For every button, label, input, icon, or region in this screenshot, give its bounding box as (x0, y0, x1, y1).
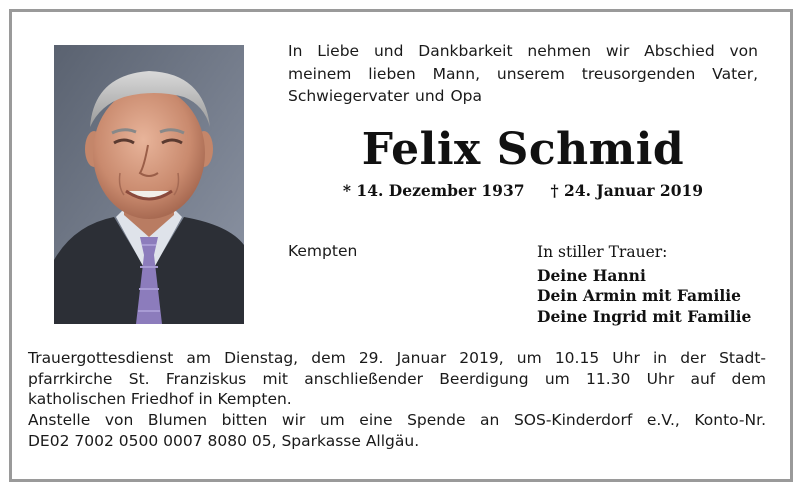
portrait-photo (54, 45, 244, 324)
life-dates (288, 181, 758, 200)
service-line: Trauergottesdienst am Dienstag, dem 29. Januar 2019, um 10.15 Uhr in der Stadt- (28, 349, 766, 367)
service-notice (28, 348, 766, 410)
mourner-item: Deine Hanni (537, 265, 646, 285)
mourner-item: Deine Ingrid mit Familie (537, 306, 752, 326)
donation-notice (28, 410, 766, 451)
death-date: † 24. Januar 2019 (550, 181, 704, 200)
place-name: Kempten (288, 242, 358, 260)
mourner-item: Dein Armin mit Familie (537, 286, 741, 305)
obituary-frame (9, 9, 793, 482)
mourners-lead: In stiller Trauer: (537, 243, 668, 261)
service-line: pfarrkirche St. Franziskus mit anschließender Beerdigung um 11.30 Uhr auf dem (28, 369, 766, 388)
service-line: katholischen Friedhof in Kempten. (28, 390, 292, 408)
deceased-name: Felix Schmid (361, 124, 685, 175)
mourners-block (537, 242, 762, 327)
birth-date: * 14. Dezember 1937 (342, 181, 525, 200)
donation-line: Anstelle von Blumen bitten wir um eine Spende an SOS-Kinderdorf e.V., Konto-Nr. (28, 411, 766, 429)
intro-line: In Liebe und Dankbarkeit nehmen wir Abschied von (288, 42, 758, 60)
donation-line: DE02 7002 0500 0007 8080 05, Sparkasse Allgäu. (28, 431, 420, 450)
intro-line: meinem lieben Mann, unserem treusorgenden Vater, (288, 64, 758, 83)
intro-text (288, 40, 758, 108)
intro-line: Schwiegervater und Opa (288, 87, 482, 105)
